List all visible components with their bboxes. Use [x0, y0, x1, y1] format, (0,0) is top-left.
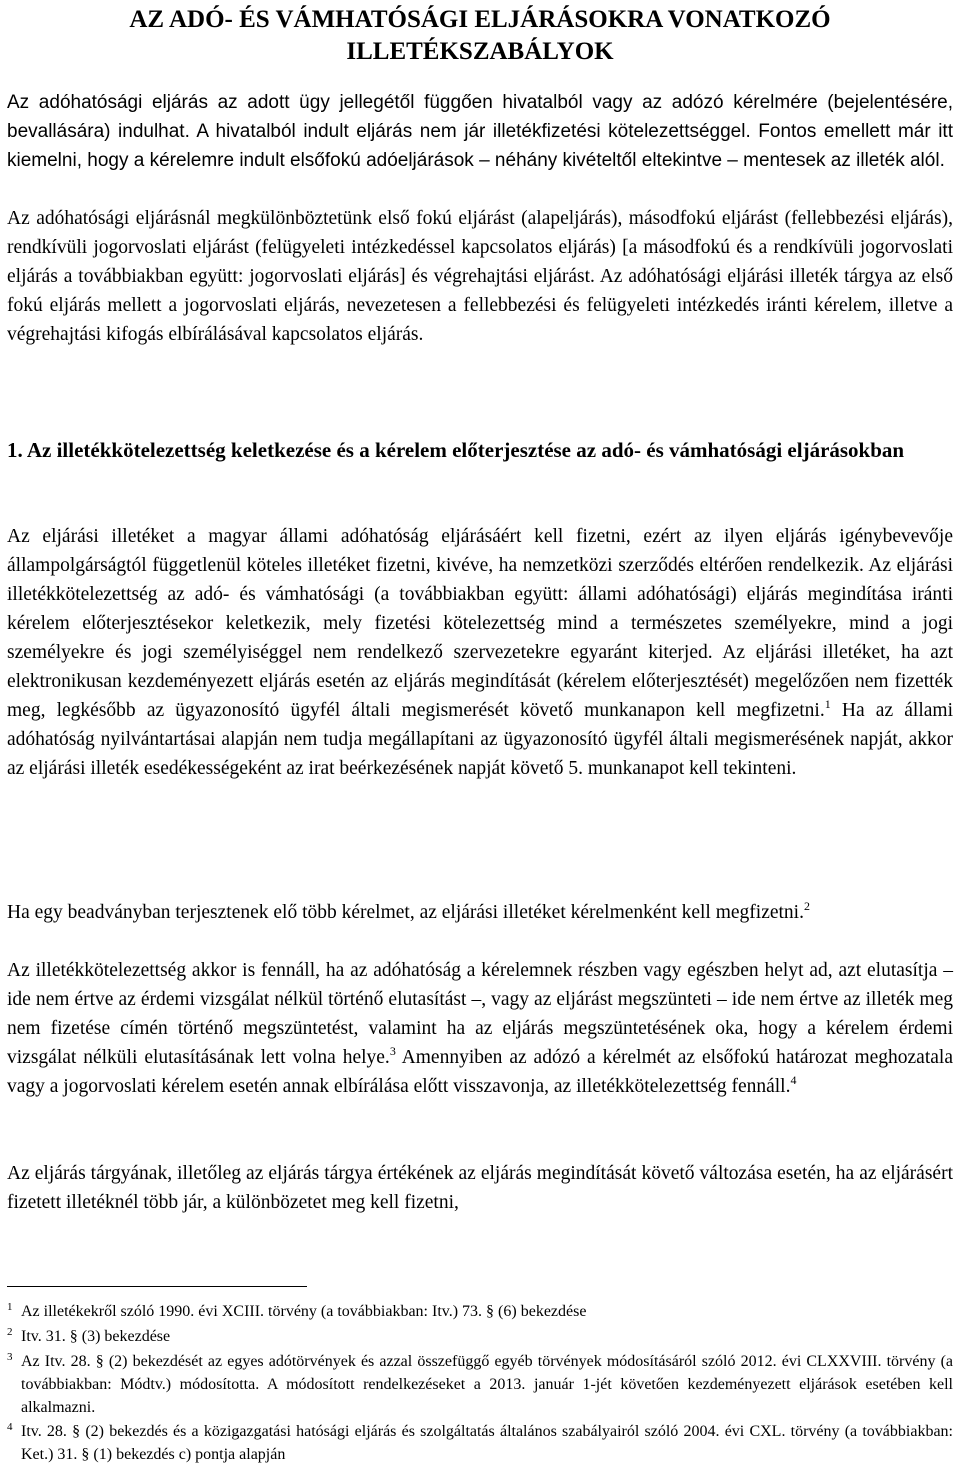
section-paragraph-3	[7, 956, 953, 1101]
section-heading: 1. Az illetékkötelezettség keletkezése és a kérelem előterjesztése az adó- és vámhatósági eljárásokban	[7, 438, 905, 462]
title-line-2: ILLETÉKSZABÁLYOK	[346, 38, 614, 65]
footnote-2	[7, 1325, 953, 1348]
footnote-text: Itv. 28. § (2) bekezdés és a közigazgatási hatósági eljárás és szolgáltatás általános szabályairól szóló 2004. évi CXL. törvény (a továbbiakban: Ket.) 31. § (1) bekezdés c) pontja alapján	[21, 1423, 953, 1463]
title-line-1: AZ ADÓ- ÉS VÁMHATÓSÁGI ELJÁRÁSOKRA VONATKOZÓ	[129, 6, 831, 33]
footnote-3	[7, 1350, 953, 1419]
section-paragraph-4: Az eljárás tárgyának, illetőleg az eljárás tárgya értékének az eljárás megindítását követő változása esetén, ha az eljárásért fizetett illetéknél több jár, a különbözetet meg kell fizetni,	[7, 1163, 953, 1213]
footnote-number: 4	[7, 1421, 13, 1433]
footnote-ref-1[interactable]: 1	[824, 697, 831, 711]
footnote-ref-3[interactable]: 3	[389, 1044, 396, 1058]
section-paragraph-2-text: Ha egy beadványban terjesztenek elő több kérelmet, az eljárási illetéket kérelmenként kell megfizetni.	[7, 902, 804, 923]
footnote-number: 1	[7, 1301, 13, 1313]
intro-paragraph-2: Az adóhatósági eljárásnál megkülönböztetünk első fokú eljárást (alapeljárás), másodfokú eljárást (fellebbezési eljárás), rendkívüli jogorvoslati eljárást (felügyeleti intézkedéssel kapcsolatos eljárás) [a másodfokú és a rendkívüli jogorvoslati eljárás a továbbiakban együtt: jogorvoslati eljárás] és végrehajtási eljárást. Az adóhatósági eljárási illeték tárgya az első fokú eljárás mellett a jogorvoslati eljárás, nevezetesen a fellebbezési és felügyeleti intézkedés iránti kérelem, illetve a végrehajtási kifogás elbírálásával kapcsolatos eljárás.	[7, 208, 953, 345]
footnote-text: Az illetékekről szóló 1990. évi XCIII. törvény (a továbbiakban: Itv.) 73. § (6) bekezdése	[21, 1303, 587, 1320]
footnote-text: Itv. 31. § (3) bekezdése	[21, 1328, 171, 1345]
footnote-ref-4[interactable]: 4	[790, 1073, 797, 1087]
section-paragraph-2	[7, 898, 953, 927]
section-paragraph-3-cont: Amennyiben az adózó a kérelmét az elsőfokú határozat meghozatala vagy a jogorvoslati kérelem esetén annak elbírálása előtt visszavonja, az illetékkötelezettség fennáll.	[7, 1047, 953, 1097]
footnote-4	[7, 1420, 953, 1466]
section-paragraph-1-text: Az eljárási illetéket a magyar állami adóhatóság eljárásáért kell fizetni, ezért az ilyen eljárás igénybevevője állampolgárságtól függetlenül köteles illetéket fizetni, kivéve, ha nemzetközi szerződés eltérően rendelkezik. Az eljárási illetékkötelezettség az adó- és vámhatósági (a továbbiakban együtt: állami adóhatósági) eljárás megindítása iránti kérelem előterjesztésekor keletkezik, mely fizetési kötelezettség mind a természetes személyekre, mind a jogi személyekre és jogi személyiséggel nem rendelkező szervezetekre egyaránt kiterjed. Az eljárási illetéket, ha azt elektronikusan kezdeményezett eljárás esetén az eljárás megindítását (kérelem előterjesztését) megelőzően nem fizették meg, legkésőbb az ügyazonosító ügyfél általi megismerését követő munkanapon kell megfizetni.	[7, 526, 953, 721]
section-paragraph-1-cont: Ha az állami adóhatóság nyilvántartásai alapján nem tudja megállapítani az ügyazonosító ügyfél általi megismerésének napját, akkor az eljárási illeték esedékességeként az irat beérkezésének napját követő 5. munkanapot kell tekinteni.	[7, 700, 953, 779]
footnote-number: 2	[7, 1326, 13, 1338]
section-paragraph-3-text: Az illetékkötelezettség akkor is fennáll, ha az adóhatóság a kérelemnek részben vagy egészben helyt ad, azt elutasítja – ide nem értve az érdemi vizsgálat nélkül történő elutasítást –, vagy az eljárást megszünteti – ide nem értve az illeték meg nem fizetése címén történő megszüntetést, valamint ha az eljárás megszüntetésének oka, hogy a kérelem érdemi vizsgálat nélküli elutasításának lett volna helye.	[7, 960, 953, 1068]
document-title	[0, 4, 960, 68]
footnote-text: Az Itv. 28. § (2) bekezdését az egyes adótörvények és azzal összefüggő egyéb törvények módosításáról szóló 2012. évi CLXXVIII. törvény (a továbbiakban: Módtv.) módosította. A módosított rendelkezéseket a 2013. január 1-jét követően kezdeményezett eljárások esetében kell alkalmazni.	[21, 1353, 953, 1416]
footnote-number: 3	[7, 1351, 13, 1363]
intro-paragraph-1: Az adóhatósági eljárás az adott ügy jellegétől függően hivatalból vagy az adózó kérelmére (bejelentésére, bevallására) indulhat. A hivatalból indult eljárás nem jár illetékfizetési kötelezettséggel. Fontos emellett már itt kiemelni, hogy a kérelemre indult elsőfokú adóeljárások – néhány kivételtől eltekintve – mentesek az illeték alól.	[7, 92, 953, 171]
footnote-ref-2[interactable]: 2	[803, 899, 810, 913]
section-paragraph-1	[7, 522, 953, 783]
footnote-separator	[7, 1286, 307, 1287]
footnote-1	[7, 1300, 953, 1323]
